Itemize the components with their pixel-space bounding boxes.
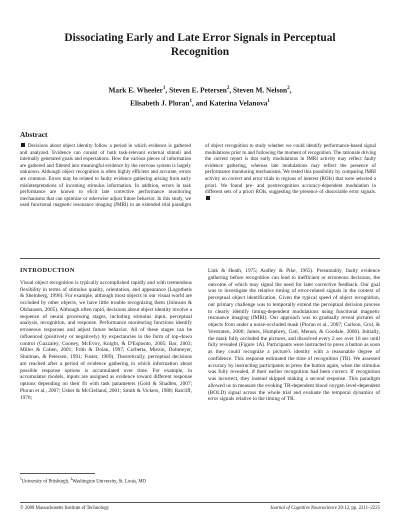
author-line-2 bbox=[40, 96, 360, 109]
intro-left-column bbox=[20, 268, 192, 401]
start-square-icon bbox=[21, 143, 25, 147]
intro-left-text: Visual object recognition is typically accomplished rapidly and with tremendous flexibility in terms of stimulus quality, orientation, and appearance (Logothetis & Sheinberg, 1996). For example, although most objects in our visual world are occluded by other objects, we have little trouble recognizing them (Johnson & Olshausen, 2005). Although often rapid, decisions about object identity involve a sequence of neural processing stages, including stimulus input, perceptual analysis, recognition, and response. Performance monitoring functions identify erroneous responses and adjust future behavior. All of these stages can be influenced (positively or negatively) by expectancies in the form of top-down control (Gazzaley, Cooney, McEvoy, Knight, & D'Esposito, 2005; Bar, 2003; Miller & Cohen, 2001; Frith & Dolan, 1997; Corbetta, Miezin, Dobmeyer, Shulman, & Petersen, 1991; Fuster, 1989). Theoretically, perceptual decisions are reached after a period of evidence gathering in which information about possible response options is accumulated over time. For example, in accumulator models, inputs are assigned as evidence toward different response options depending on their fit with task parameters (Gold & Shadlen, 2007; Ploran et al., 2007; Usher & McClelland, 2001; Smith & Vickers, 1988; Ratcliff, 1978; bbox=[20, 279, 192, 401]
footer-divider bbox=[20, 502, 380, 503]
copyright-notice: © 2008 Massachusetts Institute of Technology bbox=[20, 506, 110, 511]
abstract-heading: Abstract bbox=[20, 130, 48, 139]
author-line-1 bbox=[40, 83, 360, 96]
intro-right-text: Link & Heath, 1975; Audley & Pike, 1965). Presumably, faulty evidence gathering before recognition can lead to inefficient or erroneous decisions, the outcome of which may signal the need for later corrective feedback. Our goal was to investigate the relative timing of error-related signals in the context of perceptual object identification. Given the typical speed of object recognition, our primary challenge was to temporally extend the perceptual decision process to clearly identify timing-dependent modulations using functional magnetic resonance imaging (fMRI). Our approach was to gradually reveal pictures of objects from under a noise-occluded mask (Ploran et al., 2007; Carlson, Grol, & Verstraten, 2006; James, Humphrey, Gati, Menon, & Goodale, 2000). Initially, the mask fully occluded the pictures, and dissolved every 2 sec over 16 sec until fully revealed (Figure 1A). Participants were instructed to press a button as soon as they could recognize a picture's identity with a reasonable degree of confidence. This response estimated the time of recognition (TR). We assessed accuracy by instructing participants to press the button again, when the stimulus was fully revealed, if their earlier recognition had been correct. If recognition was incorrect, they instead skipped making a second response. This paradigm allowed us to measure the evoking TR-dependent blood oxygen level-dependent (BOLD) signal across the whole trial and evaluate the temporal dynamics of error signals relative to the timing of TR. bbox=[208, 268, 380, 403]
footnote-affiliation-2: Washington University, St. Louis, MO bbox=[72, 479, 147, 485]
author-affiliation-mark: 2 bbox=[226, 86, 230, 91]
abstract-divider bbox=[20, 258, 380, 259]
abstract-right-text: we used functional magnetic resonance imaging (fMRI) in an extended trial paradigm of object recognition to study whether we could identify performance-based signal modulations prior to and following the moment of recognition. The rationale driving the current report is that early modulations in fMRI activity may reflect faulty evidence gathering, whereas late modulations may reflect the presence of performance monitoring mechanisms. We tested this possibility by comparing fMRI activity on correct and error trials in regions of interest (ROIs) that were selected a priori. We found pre- and postrecognition accuracy-dependent modulation in different sets of a priori ROIs, suggesting the presence of dissociable error signals. bbox=[20, 143, 376, 209]
paper-title: Dissociating Early and Late Error Signals in Perceptual Recognition bbox=[64, 32, 336, 58]
author-separator: , bbox=[289, 85, 292, 95]
footnote-divider bbox=[20, 473, 95, 474]
footnote-affiliation-1: University of Pittsburgh, bbox=[21, 479, 71, 485]
end-square-icon bbox=[206, 196, 210, 200]
journal-citation bbox=[200, 506, 380, 511]
author-list bbox=[40, 83, 360, 110]
journal-name: Journal of Cognitive Neuroscience bbox=[270, 506, 337, 511]
footnote-sup-1: 1 bbox=[20, 477, 22, 481]
affiliation-footnote bbox=[20, 476, 192, 486]
author-affiliation-mark: 1 bbox=[267, 99, 270, 105]
abstract-left-text: Decisions about object identity follow a period in which evidence is gathered and analyzed. Evidence can consist of both task-relevant external stimuli and internally generated goals and expectations. How the various pieces of information are gathered and filtered into meaningful evidence by the nervous system is largely unknown. Although object recognition is often highly efficient and accurate, errors are common. Errors may be related to faulty evidence gathering arising from early misinterpretations of incoming stimulus information. In addition, errors in task performance are known to elicit late corrective performance monitoring mechanisms that can optimize or otherwise adjust future behavior. In this study, bbox=[20, 143, 191, 202]
author-name: and Katerina Velanova bbox=[195, 98, 268, 108]
author-affiliation-mark: 1 bbox=[189, 99, 192, 105]
intro-right-column bbox=[208, 268, 380, 403]
footnote-sup-2: 2 bbox=[70, 477, 73, 481]
author-affiliation-mark: 1 bbox=[162, 86, 166, 91]
author-affiliation-mark: 2 bbox=[287, 86, 290, 91]
author-separator: , bbox=[191, 98, 196, 108]
author-name: Steven M. Nelson bbox=[233, 85, 288, 95]
author-name: Steven E. Petersen bbox=[169, 85, 227, 95]
author-separator: , bbox=[229, 85, 233, 95]
introduction-heading: INTRODUCTION bbox=[20, 267, 75, 274]
author-name: Elisabeth J. Ploran bbox=[130, 98, 190, 108]
abstract-text bbox=[20, 143, 376, 209]
journal-volume-pages: 20:12, pp. 2211–2225 bbox=[336, 506, 380, 511]
author-separator: , bbox=[165, 85, 170, 95]
author-name: Mark E. Wheeler bbox=[108, 85, 163, 95]
